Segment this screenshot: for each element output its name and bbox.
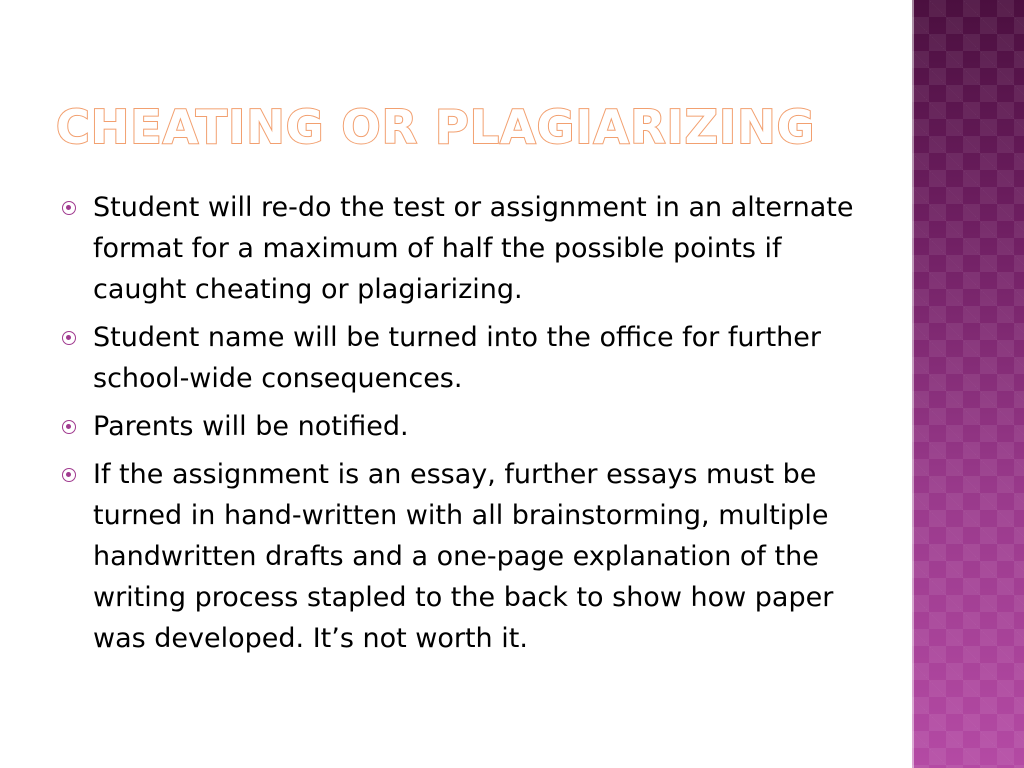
bullet-text: Student name will be turned into the office for further school-wide consequences. bbox=[93, 322, 821, 394]
radio-circle-icon bbox=[62, 420, 76, 434]
bullet-text: If the assignment is an essay, further essays must be turned in hand-written with all brainstorming, multiple handwritten drafts and a one-page explanation of the writing process stapled to the back to show how paper was developed. It’s not worth it. bbox=[93, 459, 834, 654]
radio-circle-icon bbox=[62, 468, 76, 482]
bullet-list bbox=[60, 187, 860, 666]
bullet-item bbox=[60, 454, 860, 659]
slide-title: CHEATING OR PLAGIARIZING bbox=[56, 100, 816, 154]
radio-circle-icon bbox=[62, 331, 76, 345]
radio-circle-icon bbox=[62, 201, 76, 215]
bullet-item bbox=[60, 317, 860, 399]
decorative-side-band bbox=[912, 0, 1024, 768]
bullet-item bbox=[60, 406, 860, 447]
bullet-item bbox=[60, 187, 860, 310]
bullet-text: Parents will be notified. bbox=[93, 411, 409, 442]
bullet-text: Student will re-do the test or assignment in an alternate format for a maximum of half the possible points if caught cheating or plagiarizing. bbox=[93, 192, 854, 305]
